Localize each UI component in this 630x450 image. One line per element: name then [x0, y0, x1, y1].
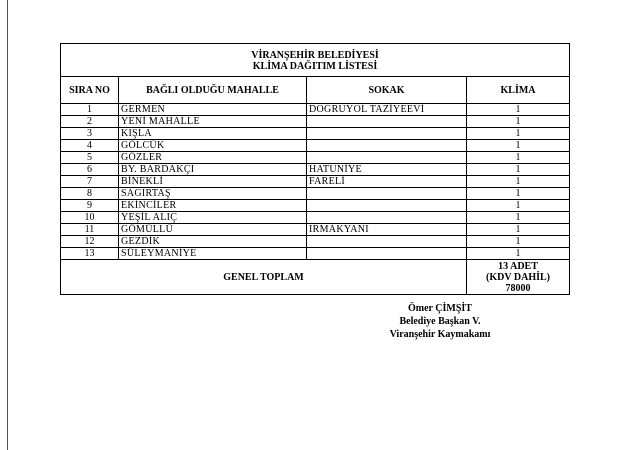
row-klima: 1 [467, 176, 570, 188]
row-sira-no: 9 [61, 200, 119, 212]
row-sira-no: 10 [61, 212, 119, 224]
header-klima: KLİMA [467, 77, 570, 104]
title-line-1: VİRANŞEHİR BELEDİYESİ [251, 50, 379, 61]
row-sokak [307, 236, 467, 248]
table-row [61, 140, 570, 152]
signature-name: Ömer ÇİMŞİT [408, 303, 472, 314]
row-mahalle: SÜLEYMANİYE [119, 248, 307, 260]
table-row [61, 176, 570, 188]
table-row [61, 116, 570, 128]
table-title [61, 44, 570, 77]
distribution-table [60, 43, 570, 295]
table-row [61, 248, 570, 260]
row-mahalle: YEŞİL ALIÇ [119, 212, 307, 224]
row-klima: 1 [467, 128, 570, 140]
row-sira-no: 1 [61, 104, 119, 116]
table-row [61, 188, 570, 200]
signature-block [355, 302, 525, 341]
row-klima: 1 [467, 224, 570, 236]
row-mahalle: YENİ MAHALLE [119, 116, 307, 128]
row-mahalle: GERMEN [119, 104, 307, 116]
table-row [61, 224, 570, 236]
header-mahalle: BAĞLI OLDUĞU MAHALLE [119, 77, 307, 104]
row-sokak [307, 116, 467, 128]
row-klima: 1 [467, 236, 570, 248]
total-label: GENEL TOPLAM [61, 260, 467, 295]
row-sokak [307, 188, 467, 200]
row-sira-no: 8 [61, 188, 119, 200]
row-sokak [307, 248, 467, 260]
row-mahalle: BY. BARDAKÇI [119, 164, 307, 176]
row-sokak [307, 212, 467, 224]
table-row [61, 152, 570, 164]
row-mahalle: GÖMÜLLÜ [119, 224, 307, 236]
row-klima: 1 [467, 248, 570, 260]
row-sokak [307, 128, 467, 140]
row-klima: 1 [467, 164, 570, 176]
row-sokak [307, 200, 467, 212]
row-klima: 1 [467, 140, 570, 152]
table-row [61, 212, 570, 224]
row-sira-no: 13 [61, 248, 119, 260]
row-mahalle: SAĞIRTAŞ [119, 188, 307, 200]
page-edge-line [7, 0, 8, 450]
total-kdv: (KDV DAHİL) [486, 271, 551, 283]
row-klima: 1 [467, 212, 570, 224]
table-row [61, 236, 570, 248]
row-sira-no: 5 [61, 152, 119, 164]
row-klima: 1 [467, 188, 570, 200]
total-amount: 78000 [505, 282, 531, 294]
row-klima: 1 [467, 200, 570, 212]
row-sokak [307, 152, 467, 164]
row-klima: 1 [467, 152, 570, 164]
row-mahalle: GÖLCÜK [119, 140, 307, 152]
row-sokak [307, 140, 467, 152]
header-row [61, 77, 570, 104]
row-mahalle: BİNEKLİ [119, 176, 307, 188]
row-mahalle: EKİNCİLER [119, 200, 307, 212]
row-sira-no: 6 [61, 164, 119, 176]
signature-office: Viranşehir Kaymakamı [389, 329, 491, 340]
table-body [61, 104, 570, 260]
distribution-sheet [60, 43, 569, 295]
row-sira-no: 4 [61, 140, 119, 152]
header-sokak: SOKAK [307, 77, 467, 104]
row-sira-no: 12 [61, 236, 119, 248]
row-sokak: IRMAKYANI [307, 224, 467, 236]
total-row [61, 260, 570, 295]
total-value [467, 260, 570, 295]
signature-title: Belediye Başkan V. [399, 316, 481, 327]
row-mahalle: KIŞLA [119, 128, 307, 140]
row-sokak: HATUNİYE [307, 164, 467, 176]
table-row [61, 128, 570, 140]
header-sira-no: SIRA NO [61, 77, 119, 104]
row-klima: 1 [467, 116, 570, 128]
row-sokak: DOĞRUYOL TAZİYEEVİ [307, 104, 467, 116]
title-line-2: KLİMA DAĞITIM LİSTESİ [252, 61, 378, 72]
total-count: 13 ADET [498, 260, 538, 272]
row-klima: 1 [467, 104, 570, 116]
row-sokak: FARELİ [307, 176, 467, 188]
row-sira-no: 2 [61, 116, 119, 128]
row-mahalle: GEZDİK [119, 236, 307, 248]
row-sira-no: 7 [61, 176, 119, 188]
row-sira-no: 3 [61, 128, 119, 140]
table-row [61, 164, 570, 176]
row-mahalle: GÖZLER [119, 152, 307, 164]
table-row [61, 104, 570, 116]
table-row [61, 200, 570, 212]
row-sira-no: 11 [61, 224, 119, 236]
